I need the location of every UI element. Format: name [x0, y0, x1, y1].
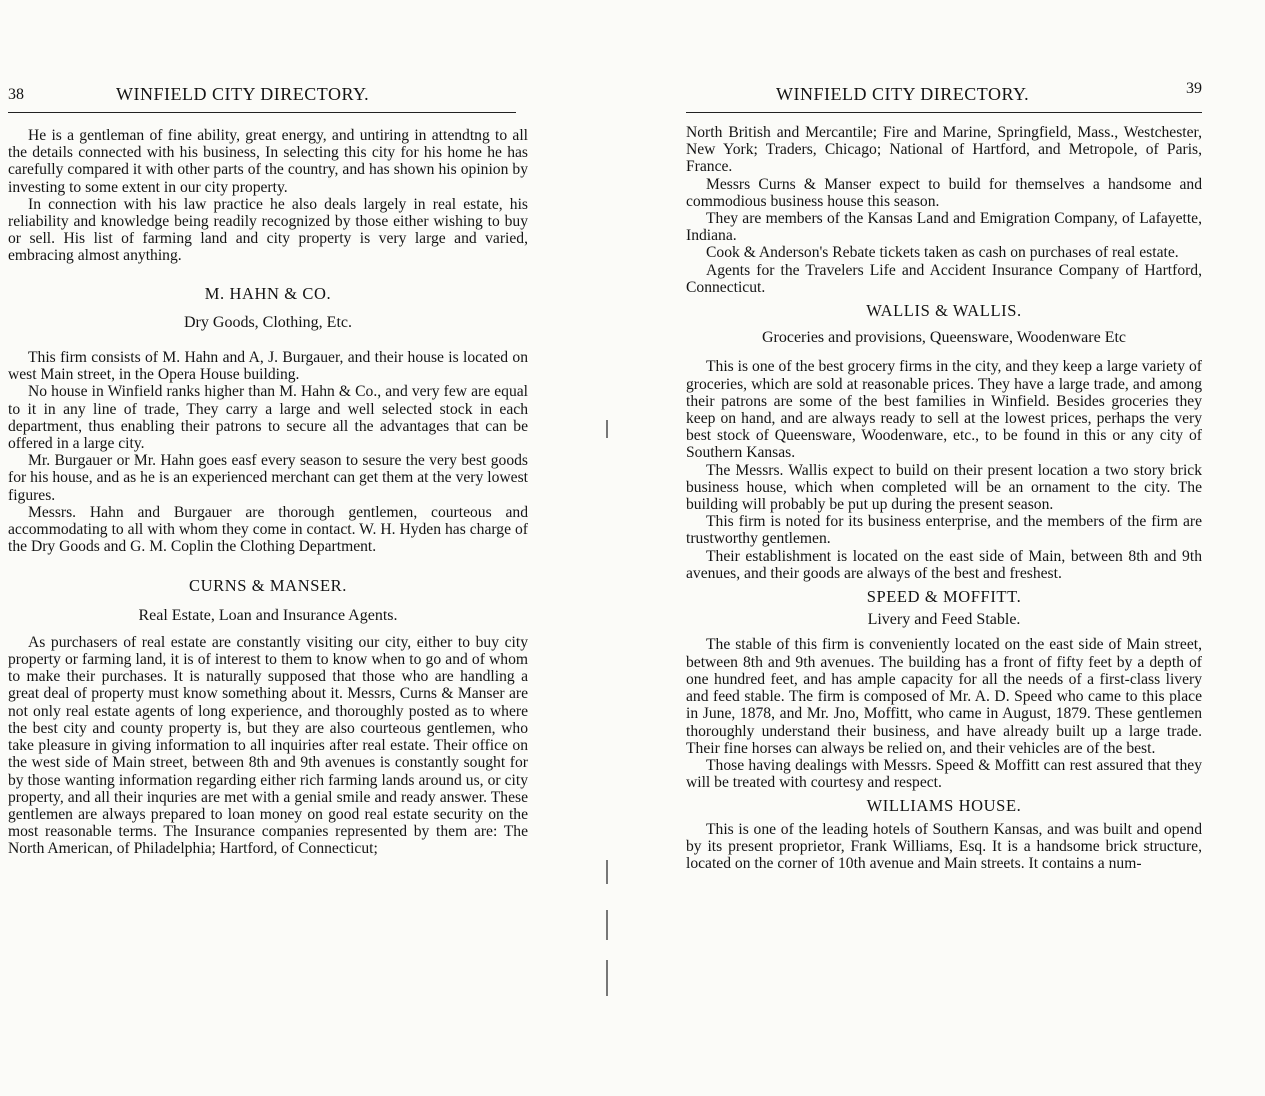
wallis-paragraph-4: Their establishment is located on the east side of Main, between 8th and 9th avenues, and their goods are always of the best and freshest. — [686, 547, 1202, 582]
curns-paragraph: As purchasers of real estate are constantly visiting our city, either to buy city property or farming land, it is of interest to them to know when to go and of whom to make their purchases. It is naturally supposed that those who are handling a great deal of property must know something about it. Messrs, Curns & Manser are not only real estate agents of long experience, and thoroughly posted as to where the best city and county property is, but they are also courteous gentlemen, who take pleasure in giving information to all inquiries after real estate. Their office on the west side of Main street, between 8th and 9th avenues is constantly sought for by those wanting information regarding either rich farming lands around us, or city property, and all their inquries are met with a genial smile and ready answer. These gentlemen are always prepared to loan money on good real estate security on the most reasonable terms. The Insurance companies represented by them are: The North American, of Philadelphia; Hartford, of Connecticut; — [8, 633, 528, 858]
speed-subheading: Livery and Feed Stable. — [867, 611, 1021, 629]
curns-continued-4: Cook & Anderson's Rebate tickets taken as cash on purchases of real estate. — [706, 244, 1179, 262]
curns-heading: CURNS & MANSER. — [189, 576, 347, 596]
left-header-rule — [8, 112, 516, 113]
speed-heading: SPEED & MOFFITT. — [866, 587, 1022, 607]
wallis-subheading: Groceries and provisions, Queensware, Woodenware Etc — [761, 329, 1127, 347]
right-page-body — [686, 124, 1202, 872]
left-page-body — [8, 127, 528, 858]
right-page-header — [686, 80, 1202, 108]
hahn-heading: M. HAHN & CO. — [204, 283, 332, 303]
hahn-paragraph-3: Mr. Burgauer or Mr. Hahn goes easf every season to sesure the very best goods for his house, and as he is an experienced merchant can get them at the very lowest figures. — [8, 452, 528, 504]
wallis-heading: WALLIS & WALLIS. — [866, 301, 1022, 321]
hahn-paragraph-2: No house in Winfield ranks higher than M. Hahn & Co., and very few are equal to it in any line of trade, They carry a large and well selected stock in each department, thus enabling their patrons to secure all the advantages that can be offered in a large city. — [8, 383, 528, 453]
wallis-paragraph-3: This firm is noted for its business enterprise, and the members of the firm are trustworthy gentlemen. — [686, 513, 1202, 548]
curns-continued-1: North British and Mercantile; Fire and Marine, Springfield, Mass., Westchester, New York; Traders, Chicago; National of Hartford, and Metropole, of Paris, France. — [686, 124, 1202, 176]
speed-paragraph-1: The stable of this firm is conveniently located on the east side of Main street, between 8th and 9th avenues. The building has a front of fifty feet by a depth of one hundred feet, and has ample capacity for all the needs of a first-class livery and feed stable. The firm is composed of Mr. A. D. Speed who came to this place in June, 1878, and Mr. Jno, Moffitt, who came in August, 1879. These gentlemen thoroughly understand their business, and have already built up a large trade. Their fine horses can always be relied on, and their vehicles are of the best. — [686, 636, 1202, 757]
right-header-rule — [686, 112, 1202, 113]
williams-heading: WILLIAMS HOUSE. — [866, 796, 1022, 816]
left-page — [8, 0, 528, 1096]
wallis-paragraph-2: The Messrs. Wallis expect to build on their present location a two story brick business house, which when completed will be an ornament to the city. The building will probably be put up during the present season. — [686, 461, 1202, 514]
curns-continued-3: They are members of the Kansas Land and Emigration Company, of Lafayette, Indiana. — [686, 210, 1202, 245]
hahn-paragraph-4: Messrs. Hahn and Burgauer are thorough gentlemen, courteous and accommodating to all with whom they come in contact. W. H. Hyden has charge of the Dry Goods and G. M. Coplin the Clothing Department. — [8, 503, 528, 556]
curns-continued-2: Messrs Curns & Manser expect to build for themselves a handsome and commodious business house this season. — [686, 175, 1202, 210]
left-page-number: 38 — [8, 86, 24, 103]
left-running-title: WINFIELD CITY DIRECTORY. — [116, 84, 370, 104]
right-page — [686, 0, 1202, 1096]
gutter-marks — [606, 420, 610, 1020]
hahn-subheading: Dry Goods, Clothing, Etc. — [184, 313, 352, 331]
curns-subheading: Real Estate, Loan and Insurance Agents. — [138, 606, 398, 624]
intro-paragraph-1: He is a gentleman of fine ability, great energy, and untiring in attendtng to all the details connected with his business, In selecting this city for his home he has carefully compared it with other parts of the country, and has shown his opinion by investing to some extent in our city property. — [8, 127, 528, 196]
right-page-number: 39 — [1186, 80, 1202, 97]
wallis-paragraph-1: This is one of the best grocery firms in the city, and they keep a large variety of groceries, which are sold at reasonable prices. They have a large trade, and among their patrons are some of the best families in Winfield. Besides groceries they keep on hand, and are always ready to sell at the lowest prices, perhaps the very best stock of Queensware, Woodenware, etc., to be found in this or any city of Southern Kansas. — [686, 358, 1202, 462]
williams-paragraph: This is one of the leading hotels of Southern Kansas, and was built and opend by its present proprietor, Frank Williams, Esq. It is a handsome brick structure, located on the corner of 10th avenue and Main streets. It contains a num- — [686, 820, 1202, 872]
intro-paragraph-2: In connection with his law practice he also deals largely in real estate, his reliability and knowledge being readily recognized by those either wishing to buy or sell. His list of farming land and city property is very large and varied, embracing almost anything. — [8, 195, 528, 265]
speed-paragraph-2: Those having dealings with Messrs. Speed & Moffitt can rest assured that they will be treated with courtesy and respect. — [686, 756, 1202, 792]
left-page-header — [8, 80, 528, 108]
curns-continued-5: Agents for the Travelers Life and Accident Insurance Company of Hartford, Connecticut. — [686, 261, 1202, 296]
right-running-title: WINFIELD CITY DIRECTORY. — [776, 84, 1030, 104]
hahn-paragraph-1: This firm consists of M. Hahn and A, J. Burgauer, and their house is located on west Main street, in the Opera House building. — [8, 349, 528, 384]
